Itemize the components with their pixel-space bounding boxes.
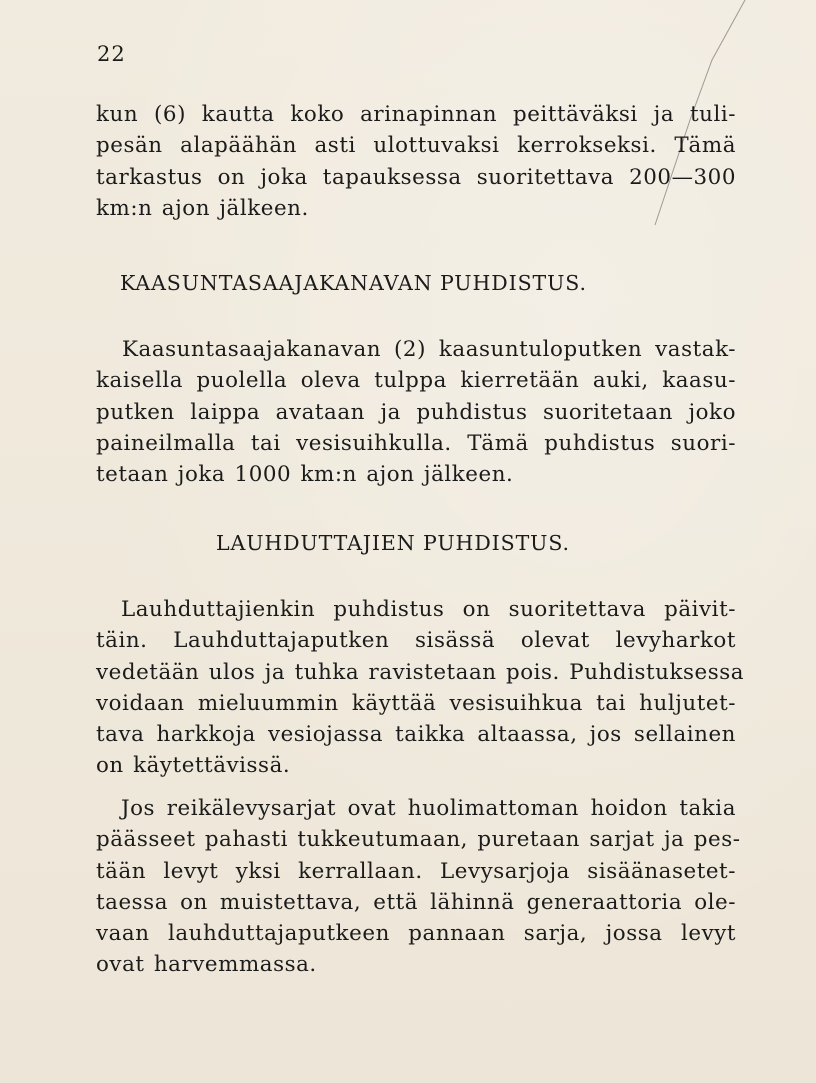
text-line: paineilmalla tai vesisuihkulla. Tämä puhdistus suori- bbox=[96, 430, 736, 456]
text-line: tetaan joka 1000 km:n ajon jälkeen. bbox=[96, 462, 514, 488]
section-heading-gas-equalizer: KAASUNTASAAJAKANAVAN PUHDISTUS. bbox=[120, 271, 587, 295]
text-line: täin. Lauhduttajaputken sisässä olevat levyharkot bbox=[96, 628, 736, 654]
paragraph-condenser-cleaning bbox=[96, 594, 745, 782]
section-heading-condenser: LAUHDUTTAJIEN PUHDISTUS. bbox=[216, 531, 570, 555]
text-line: kun (6) kautta koko arinapinnan peittäväksi ja tuli- bbox=[96, 102, 736, 127]
text-line: voidaan mieluummin käyttää vesisuihkua tai huljutet- bbox=[96, 690, 736, 716]
text-line: Kaasuntasaajakanavan (2) kaasuntuloputken vastak- bbox=[122, 337, 736, 362]
text-line: päässeet pahasti tukkeutumaan, puretaan sarjat ja pes- bbox=[96, 827, 741, 853]
text-line: Jos reikälevysarjat ovat huolimattoman hoidon takia bbox=[121, 796, 736, 821]
text-line: tava harkkoja vesiojassa taikka altaassa, jos sellainen bbox=[96, 722, 736, 748]
text-line: Lauhduttajienkin puhdistus on suoritettava päivit- bbox=[121, 597, 736, 622]
text-line: tään levyt yksi kerrallaan. Levysarjoja sisäänasetet- bbox=[96, 858, 736, 884]
paragraph-grate-inspection bbox=[96, 99, 736, 224]
text-line: tarkastus on joka tapauksessa suoritettava 200—300 bbox=[96, 164, 736, 190]
text-line: on käytettävissä. bbox=[96, 753, 291, 779]
text-line: taessa on muistettava, että lähinnä generaattoria ole- bbox=[96, 889, 736, 915]
text-line: km:n ajon jälkeen. bbox=[96, 195, 309, 221]
page-number: 22 bbox=[97, 42, 126, 66]
paragraph-gas-equalizer-cleaning bbox=[96, 334, 736, 490]
text-line: kaisella puolella oleva tulppa kierretään auki, kaasu- bbox=[96, 368, 736, 394]
text-line: vedetään ulos ja tuhka ravistetaan pois. Puhdistuksessa bbox=[96, 659, 745, 685]
text-line: pesän alapäähän asti ulottuvaksi kerrokseksi. Tämä bbox=[96, 133, 736, 159]
text-line: putken laippa avataan ja puhdistus suoritetaan joko bbox=[96, 399, 736, 425]
text-line: ovat harvemmassa. bbox=[96, 952, 317, 978]
text-line: vaan lauhduttajaputkeen pannaan sarja, jossa levyt bbox=[96, 921, 736, 947]
paragraph-plate-sets bbox=[96, 793, 741, 981]
